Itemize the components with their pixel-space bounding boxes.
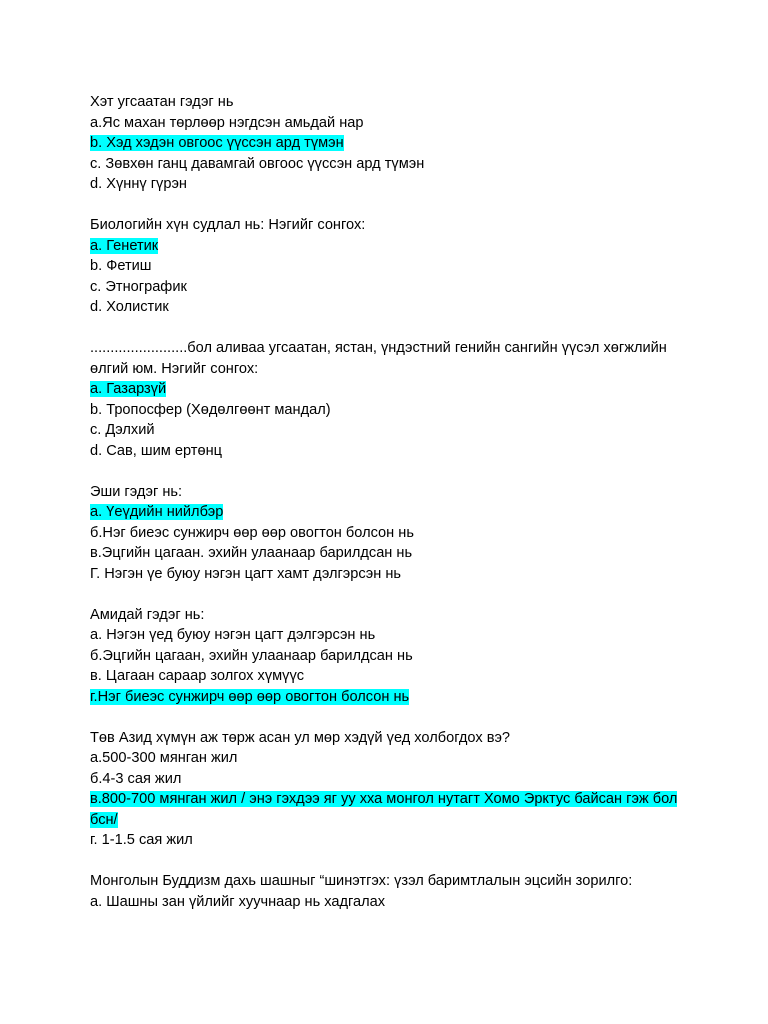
answer-option: а. Нэгэн үед буюу нэгэн цагт дэлгэрсэн нь [90, 627, 376, 643]
question-block-4 [90, 482, 690, 585]
answer-option: в. Цагаан сараар золгох хүмүүс [90, 668, 305, 684]
question-block-5 [90, 605, 690, 708]
answer-option: c. Дэлхий [90, 422, 155, 438]
question-text: Амидай гэдэг нь: [90, 606, 205, 623]
question-block-3 [90, 338, 690, 461]
answer-option: б.4-3 сая жил [90, 770, 182, 787]
question-text: Биологийн хүн судлал нь: Нэгийг сонгох: [90, 217, 366, 233]
answer-option: c. Этнографик [90, 278, 187, 295]
answer-option: b. Фетиш [90, 258, 152, 274]
question-text: ........................бол аливаа угсаатан, ястан, үндэстний генийн сангийн үүсэл хөгжлийн өлгий юм. Нэгийг сонгох: [90, 340, 667, 377]
answer-option-highlighted: а. Үеүдийн нийлбэр [90, 504, 224, 520]
answer-option-highlighted: в.800-700 мянган жил / энэ гэхдээ яг уу хха монгол нутагт Хомо Эрктус байсан гэж бол бсн/ [90, 791, 678, 828]
question-block-2 [90, 215, 690, 318]
answer-option: d. Сав, шим ертөнц [90, 442, 222, 459]
question-block-1 [90, 92, 690, 195]
answer-option: b. Тропосфер (Хөдөлгөөнт мандал) [90, 401, 331, 418]
question-text: Төв Азид хүмүн аж төрж асан ул мөр хэдүй үед холбогдох вэ? [90, 729, 511, 746]
answer-option: d. Хүннү гүрэн [90, 176, 187, 192]
answer-option-highlighted: a. Газарзүй [90, 381, 167, 397]
question-block-7 [90, 871, 690, 912]
answer-option: d. Холистик [90, 299, 169, 315]
answer-option-highlighted: a. Генетик [90, 237, 159, 254]
answer-option: б.Нэг биеэс сунжирч өөр өөр овогтон болсон нь [90, 524, 414, 541]
answer-option: в.Эцгийн цагаан. эхийн улаанаар барилдсан нь [90, 545, 413, 561]
answer-option: а.500-300 мянган жил [90, 750, 238, 766]
answer-option: c. Зөвхөн ганц давамгай овгоос үүссэн ард түмэн [90, 155, 425, 172]
question-text: Хэт угсаатан гэдэг нь [90, 94, 234, 110]
answer-option: a.Яс махан төрлөөр нэгдсэн амьдай нар [90, 114, 364, 131]
answer-option-highlighted: г.Нэг биеэс сунжирч өөр өөр овогтон болсон нь [90, 688, 410, 705]
answer-option: Г. Нэгэн үе буюу нэгэн цагт хамт дэлгэрсэн нь [90, 565, 402, 582]
document-page [90, 92, 690, 933]
answer-option: г. 1-1.5 сая жил [90, 832, 193, 848]
answer-option-highlighted: b. Хэд хэдэн овгоос үүссэн ард түмэн [90, 135, 344, 151]
answer-option: а. Шашны зан үйлийг хуучнаар нь хадгалах [90, 893, 386, 910]
question-text: Эши гэдэг нь: [90, 483, 183, 500]
question-text: Монголын Буддизм дахь шашныг “шинэтгэх: үзэл баримтлалын эцсийн зорилго: [90, 873, 633, 889]
answer-option: б.Эцгийн цагаан, эхийн улаанаар барилдсан нь [90, 647, 413, 664]
question-block-6 [90, 728, 690, 851]
